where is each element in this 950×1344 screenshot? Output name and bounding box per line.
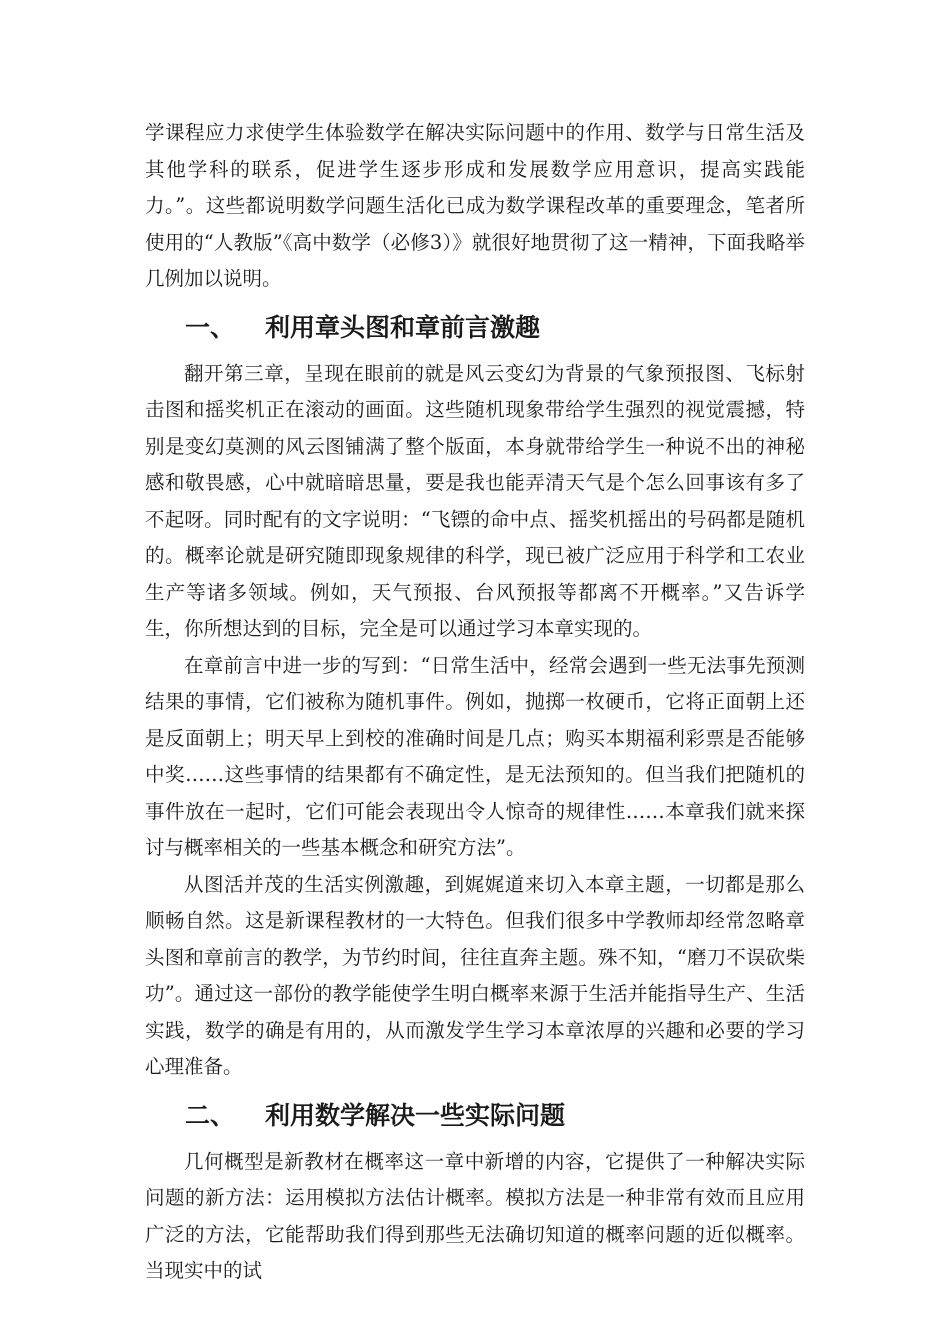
section-number-2: 二、 <box>185 1100 236 1130</box>
intro-paragraph: 学课程应力求使学生体验数学在解决实际问题中的作用、数学与日常生活及其他学科的联系，促进学生逐步形成和发展数学应用意识，提高实践能力。”。这些都说明数学问题生活化已成为数学课程改革的重要理念，笔者所使用的“人教版”《高中数学（必修3）》就很好地贯彻了这一精神，下面我略举几例加以说明。 <box>145 121 805 290</box>
section-title-1: 利用章头图和章前言激趣 <box>265 312 541 342</box>
section1-paragraph-3: 从图活并茂的生活实例激趣，到娓娓道来切入本章主题，一切都是那么顺畅自然。这是新课程教材的一大特色。但我们很多中学教师却经常忽略章头图和章前言的教学，为节约时间，往往直奔主题。殊不知，“磨刀不误砍柴功”。通过这一部份的教学能使学生明白概率来源于生活并能指导生产、生活实践，数学的确是有用的，从而激发学生学习本章浓厚的兴趣和必要的学习心理准备。 <box>145 872 805 1078</box>
section1-paragraph-2: 在章前言中进一步的写到：“日常生活中，经常会遇到一些无法事先预测结果的事情，它们被称为随机事件。例如，抛掷一枚硬币，它将正面朝上还是反面朝上；明天早上到校的准确时间是几点；购买本期福利彩票是否能够中奖……这些事情的结果都有不确定性，是无法预知的。但当我们把随机的事件放在一起时，它们可能会表现出令人惊奇的规律性……本章我们就来探讨与概率相关的一些基本概念和研究方法”。 <box>145 653 805 859</box>
section-number-1: 一、 <box>185 312 236 342</box>
section-heading-1 <box>145 310 805 346</box>
document-page <box>145 115 805 1290</box>
section-title-2: 利用数学解决一些实际问题 <box>265 1100 566 1130</box>
section1-paragraph-1: 翻开第三章，呈现在眼前的就是风云变幻为背景的气象预报图、飞标射击图和摇奖机正在滚动的画面。这些随机现象带给学生强烈的视觉震撼，特别是变幻莫测的风云图铺满了整个版面，本身就带给学生一种说不出的神秘感和敬畏感，心中就暗暗思量，要是我也能弄清天气是个怎么回事该有多了不起呀。同时配有的文字说明：“飞镖的命中点、摇奖机摇出的号码都是随机的。概率论就是研究随即现象规律的科学，现已被广泛应用于科学和工农业生产等诸多领域。例如，天气预报、台风预报等都离不开概率。”又告诉学生，你所想达到的目标，完全是可以通过学习本章实现的。 <box>145 361 805 640</box>
section-heading-2 <box>145 1098 805 1134</box>
section2-paragraph-1: 几何概型是新教材在概率这一章中新增的内容，它提供了一种解决实际问题的新方法：运用模拟方法估计概率。模拟方法是一种非常有效而且应用广泛的方法，它能帮助我们得到那些无法确切知道的概率问题的近似概率。当现实中的试 <box>145 1149 805 1282</box>
